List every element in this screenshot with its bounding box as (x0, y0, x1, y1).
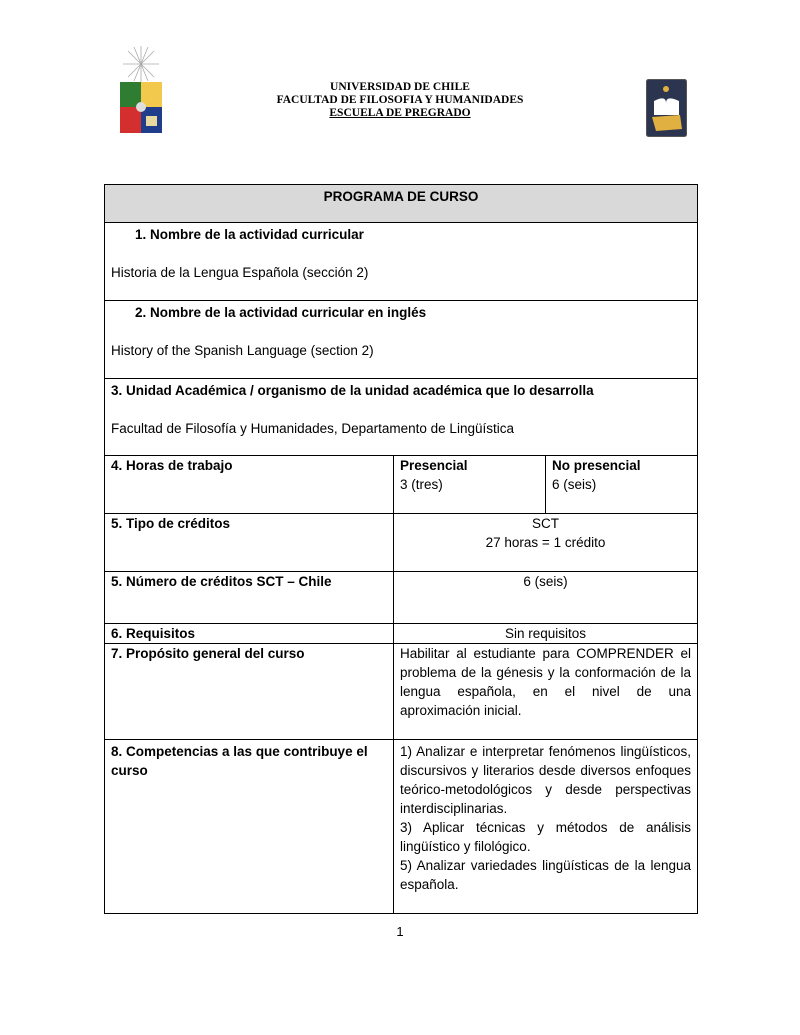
table-title: PROGRAMA DE CURSO (105, 185, 698, 223)
course-name: Historia de la Lengua Española (sección 2) (111, 265, 369, 280)
school-name: ESCUELA DE PREGRADO (329, 107, 471, 119)
section-2-label: 2. Nombre de la actividad curricular en inglés (135, 305, 427, 320)
section-5b-label: 5. Número de créditos SCT – Chile (111, 574, 332, 589)
faculty-name: FACULTAD DE FILOSOFIA Y HUMANIDADES (276, 94, 524, 106)
course-program-table (104, 184, 698, 914)
page-number: 1 (396, 924, 404, 939)
section-8-label: 8. Competencias a las que contribuye el curso (111, 744, 368, 778)
academic-unit: Facultad de Filosofía y Humanidades, Departamento de Lingüística (111, 421, 514, 436)
section-5-label: 5. Tipo de créditos (111, 516, 231, 531)
competency-item: 3) Aplicar técnicas y métodos de análisis lingüístico y filológico. (400, 820, 691, 854)
section-6-label: 6. Requisitos (111, 626, 196, 641)
no-presencial-value: 6 (seis) (552, 477, 597, 492)
credit-equivalence: 27 horas = 1 crédito (485, 535, 606, 550)
competency-item: 5) Analizar variedades lingüísticas de la lengua española. (400, 858, 691, 892)
credit-type: SCT (532, 516, 559, 531)
section-3-label: 3. Unidad Académica / organismo de la unidad académica que lo desarrolla (111, 383, 594, 398)
requirements: Sin requisitos (394, 624, 698, 644)
faculty-logo (646, 79, 687, 137)
university-name: UNIVERSIDAD DE CHILE (330, 81, 470, 93)
sct-credits: 6 (seis) (394, 572, 698, 624)
course-name-english: History of the Spanish Language (section 2) (111, 343, 374, 358)
general-purpose: Habilitar al estudiante para COMPRENDER el problema de la génesis y la conformación de la lengua española, en el nivel de una aproximación inicial. (394, 644, 698, 740)
section-4-label: 4. Horas de trabajo (111, 458, 233, 473)
no-presencial-label: No presencial (552, 458, 641, 473)
presencial-value: 3 (tres) (400, 477, 443, 492)
presencial-label: Presencial (400, 458, 468, 473)
section-1-label: 1. Nombre de la actividad curricular (135, 227, 364, 242)
section-7-label: 7. Propósito general del curso (111, 646, 305, 661)
competency-item: 1) Analizar e interpretar fenómenos lingüísticos, discursivos y literarios desde diversos enfoques teórico-metodológicos y desde perspectivas interdisciplinarias. (400, 744, 691, 816)
